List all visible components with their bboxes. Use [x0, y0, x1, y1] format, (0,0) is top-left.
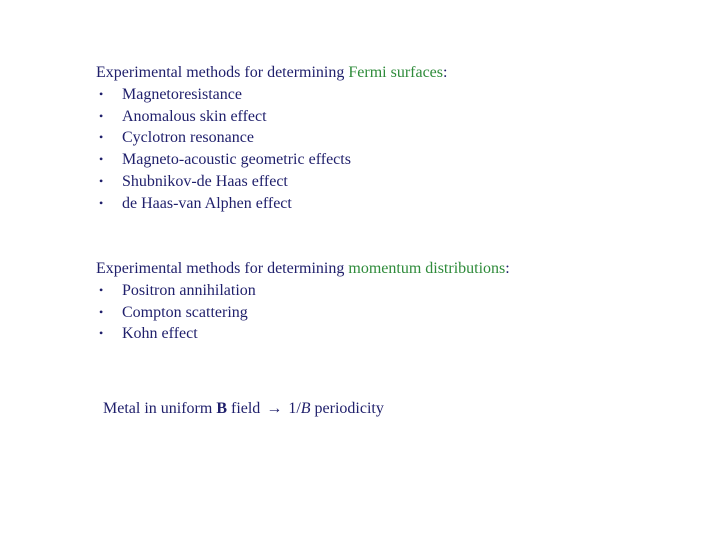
bullet-icon: • — [99, 173, 104, 188]
heading-prefix: Experimental methods for determining — [96, 64, 349, 81]
bullet-icon: • — [99, 282, 104, 297]
heading-suffix: : — [443, 64, 448, 81]
list-item — [96, 171, 447, 193]
note-suffix: periodicity — [310, 400, 384, 417]
list-item-label: de Haas-van Alphen effect — [122, 194, 292, 212]
list-item — [96, 84, 447, 106]
list-item-label: Positron annihilation — [122, 281, 256, 299]
heading-highlight: Fermi surfaces — [348, 64, 444, 81]
list-item-label: Kohn effect — [122, 325, 198, 343]
bullet-icon: • — [99, 130, 104, 145]
note-field-symbol: B — [216, 400, 227, 417]
periodicity-note — [103, 398, 384, 420]
bullet-icon: • — [99, 195, 104, 210]
list-item — [96, 323, 510, 345]
fermi-methods-list — [96, 84, 447, 215]
momentum-section-heading — [96, 258, 510, 280]
list-item-label: Shubnikov-de Haas effect — [122, 172, 288, 190]
list-item-label: Compton scattering — [122, 303, 248, 321]
bullet-icon: • — [99, 86, 104, 101]
momentum-distribution-methods — [96, 258, 510, 345]
list-item — [96, 280, 510, 302]
list-item — [96, 106, 447, 128]
bullet-icon: • — [99, 108, 104, 123]
heading-prefix: Experimental methods for determining — [96, 260, 349, 277]
right-arrow-icon: → — [266, 400, 283, 417]
list-item-label: Magnetoresistance — [122, 85, 242, 103]
bullet-icon: • — [99, 304, 104, 319]
momentum-methods-list — [96, 280, 510, 345]
note-ratio-prefix: 1/ — [288, 400, 301, 417]
bullet-icon: • — [99, 326, 104, 341]
bullet-icon: • — [99, 152, 104, 167]
list-item-label: Cyclotron resonance — [122, 129, 254, 147]
list-item — [96, 193, 447, 215]
note-ratio-variable: B — [300, 400, 311, 417]
fermi-surface-methods — [96, 62, 447, 215]
list-item — [96, 127, 447, 149]
list-item-label: Anomalous skin effect — [122, 107, 267, 125]
heading-highlight: momentum distributions — [348, 260, 506, 277]
list-item — [96, 302, 510, 324]
note-prefix: Metal in uniform — [103, 400, 217, 417]
heading-suffix: : — [505, 260, 510, 277]
note-middle: field — [226, 400, 261, 417]
fermi-section-heading — [96, 62, 447, 84]
list-item-label: Magneto-acoustic geometric effects — [122, 151, 351, 169]
list-item — [96, 149, 447, 171]
